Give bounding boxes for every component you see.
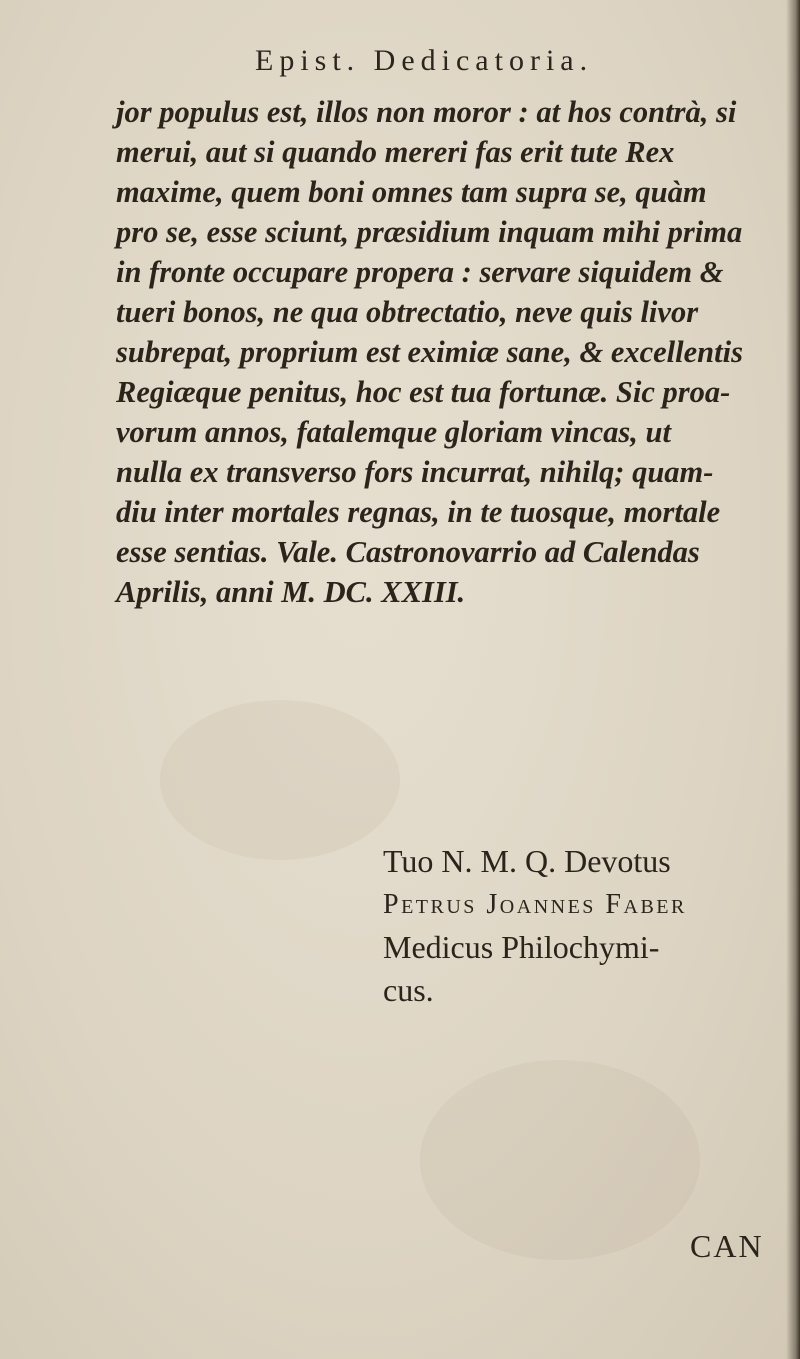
text-line: diu inter mortales regnas, in te tuosque, mortale [116,495,721,529]
signature-line: Tuo N. M. Q. Devotus [383,843,671,879]
text-line: merui, aut si quando mereri fas erit tute Rex [116,135,675,169]
page-edge-shadow [786,0,800,1359]
text-line: tueri bonos, ne qua obtrectatio, neve quis livor [116,295,699,329]
signature-block [383,840,687,1012]
text-line: pro se, esse sciunt, præsidium inquam mihi prima [116,215,743,249]
text-line: in fronte occupare propera : servare siquidem & [116,255,724,289]
paper-stain [420,1060,700,1260]
text-line: Aprilis, anni M. DC. XXIII. [116,575,466,609]
running-head: Epist. Dedicatoria. [255,44,594,77]
text-line: maxime, quem boni omnes tam supra se, quàm [116,175,707,209]
text-line: subrepat, proprium est eximiæ sane, & excellentis [116,335,743,369]
paper-stain [160,700,400,860]
dedication-text [116,92,782,612]
signature-name: Petrus Joannes Faber [383,889,687,920]
text-line: Regiæque penitus, hoc est tua fortunæ. Sic proa- [116,375,731,409]
text-line: nulla ex transverso fors incurrat, nihilq; quam- [116,455,714,489]
text-line: jor populus est, illos non moror : at hos contrà, si [116,95,737,129]
text-line: esse sentias. Vale. Castronovarrio ad Calendas [116,535,700,569]
text-line: vorum annos, fatalemque gloriam vincas, ut [116,415,671,449]
catchword: CAN [690,1228,764,1264]
signature-title: Medicus Philochymi- [383,929,660,965]
signature-title: cus. [383,972,434,1008]
